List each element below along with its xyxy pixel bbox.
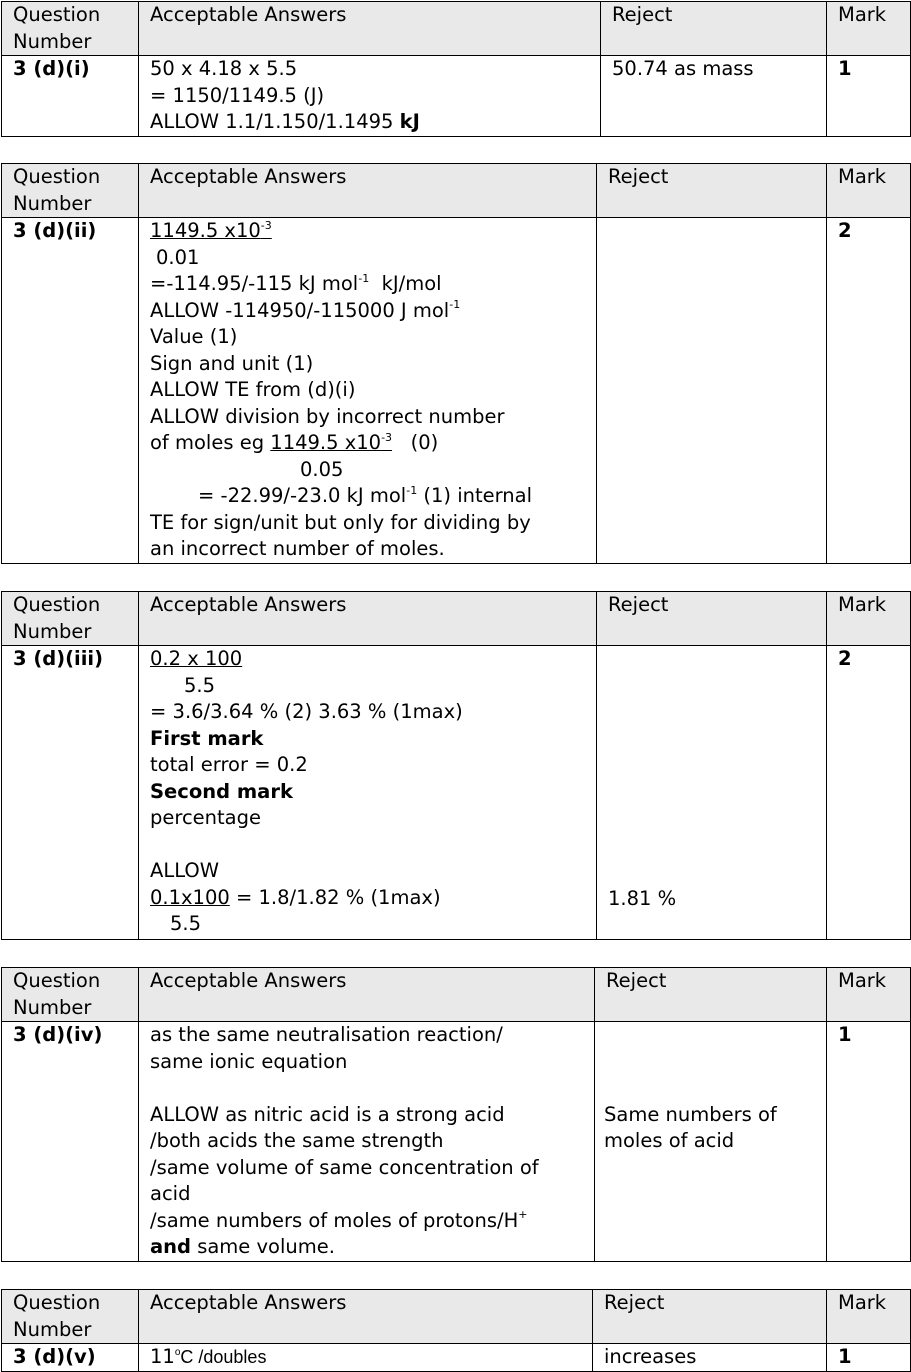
acceptable-answers: 50 x 4.18 x 5.5 = 1150/1149.5 (J) ALLOW 1.1/1.150/1.1495 kJ [139, 56, 601, 137]
header-row [2, 1290, 911, 1344]
header-mark: Mark [827, 1290, 911, 1344]
header-acceptable-answers: Acceptable Answers [139, 968, 595, 1022]
header-acceptable-answers: Acceptable Answers [139, 592, 597, 646]
mark-cell: 2 [827, 646, 911, 940]
header-reject: Reject [597, 164, 827, 218]
header-question-number: Question Number [2, 2, 139, 56]
answer-row [2, 56, 911, 137]
header-question-number: Question Number [2, 164, 139, 218]
answer-row [2, 218, 911, 564]
markscheme-table-5 [1, 1289, 911, 1372]
header-question-number: Question Number [2, 968, 139, 1022]
reject-cell: 1.81 % [597, 646, 827, 940]
header-row [2, 592, 911, 646]
reject-cell: increases [593, 1344, 827, 1372]
header-acceptable-answers: Acceptable Answers [139, 164, 597, 218]
reject-cell: Same numbers of moles of acid [595, 1022, 827, 1262]
header-reject: Reject [597, 592, 827, 646]
header-row [2, 968, 911, 1022]
header-question-number: Question Number [2, 1290, 139, 1344]
markscheme-table-2 [1, 163, 911, 564]
header-row [2, 2, 911, 56]
answer-row [2, 1344, 911, 1372]
question-number: 3 (d)(v) [2, 1344, 139, 1372]
question-number: 3 (d)(iii) [2, 646, 139, 940]
header-reject: Reject [593, 1290, 827, 1344]
answer-row [2, 646, 911, 940]
markscheme-table-4 [1, 967, 911, 1262]
mark-cell: 1 [827, 56, 911, 137]
acceptable-answers: 1149.5 $x10^{-3}$ 0.01 =-114.95/-115 kJ mol$^{-1}$ kJ/mol ALLOW -114950/-115000 J mol$^{-1}$ Value (1) Sign and unit (1) ALLOW TE from (d)(i) ALLOW division by incorrect number of moles eg 1149.5 $x10^{-3}$ (0) 0.05 = -22.99/-23.0 kJ mol$^{-1}$ (1) internal TE for sign/unit but only for dividing by an incorrect number of moles. [139, 218, 597, 564]
mark-cell: 1 [827, 1022, 911, 1262]
header-mark: Mark [827, 968, 911, 1022]
reject-cell: 50.74 as mass [601, 56, 827, 137]
header-acceptable-answers: Acceptable Answers [139, 1290, 593, 1344]
header-row [2, 164, 911, 218]
acceptable-answers: as the same neutralisation reaction/ same ionic equation ALLOW as nitric acid is a strong acid /both acids the same strength /same volume of same concentration of acid /same numbers of moles of protons/H+ and same volume. [139, 1022, 595, 1262]
mark-cell: 1 [827, 1344, 911, 1372]
header-reject: Reject [601, 2, 827, 56]
mark-cell: 2 [827, 218, 911, 564]
reject-cell [597, 218, 827, 564]
markscheme-table-3 [1, 591, 911, 940]
header-reject: Reject [595, 968, 827, 1022]
header-acceptable-answers: Acceptable Answers [139, 2, 601, 56]
header-mark: Mark [827, 592, 911, 646]
header-question-number: Question Number [2, 592, 139, 646]
answer-row [2, 1022, 911, 1262]
markscheme-table-1 [1, 1, 911, 137]
question-number: 3 (d)(ii) [2, 218, 139, 564]
acceptable-answers: 11$^o$C /doubles [139, 1344, 593, 1372]
header-mark: Mark [827, 2, 911, 56]
header-mark: Mark [827, 164, 911, 218]
question-number: 3 (d)(iv) [2, 1022, 139, 1262]
acceptable-answers: 0.2 x 100 5.5 = 3.6/3.64 % (2) 3.63 % (1max) First mark total error = 0.2 Second mark percentage ALLOW 0.1x100 = 1.8/1.82 % (1max) 5.5 [139, 646, 597, 940]
question-number: 3 (d)(i) [2, 56, 139, 137]
